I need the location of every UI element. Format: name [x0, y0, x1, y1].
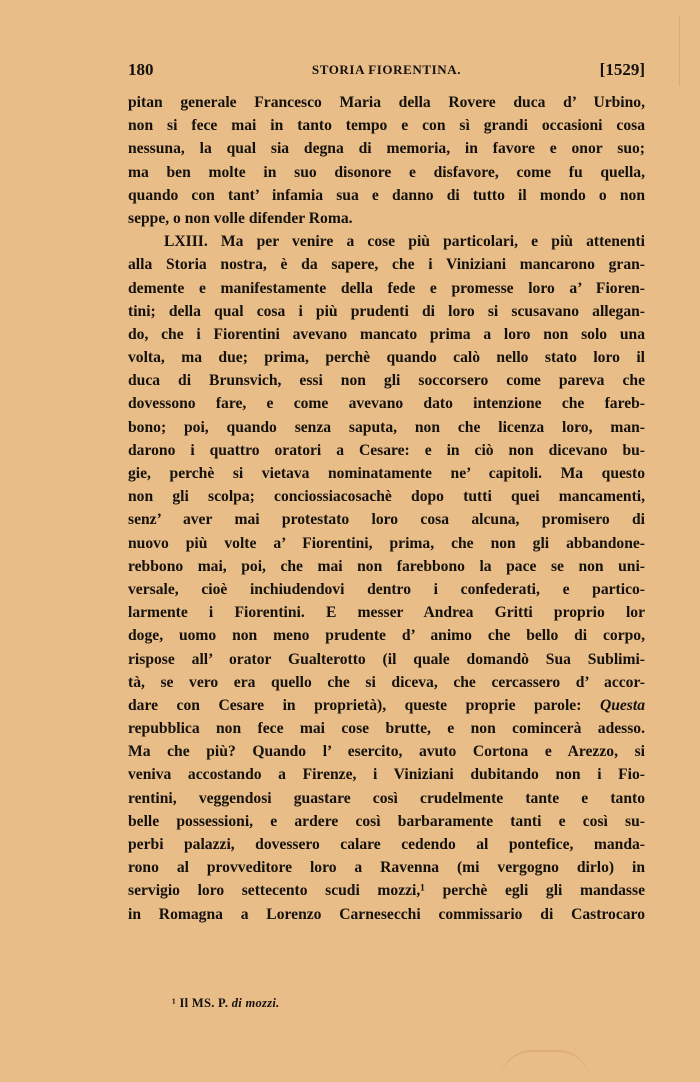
text-line: seppe, o non volle difender Roma.	[128, 209, 353, 227]
scan-edge-line	[679, 16, 680, 86]
text-line: darono i quattro oratori a Cesare: e in ciò non dicevano bu-	[128, 441, 645, 459]
text-segment: servigio loro settecento scudi mozzi,	[128, 882, 421, 900]
page-number: 180	[128, 60, 154, 79]
text-line: perbi palazzi, dovessero calare cedendo al pontefice, manda-	[128, 836, 645, 853]
footnote	[172, 996, 280, 1011]
text-segment: dare con Cesare in proprietà), queste proprie parole:	[128, 696, 582, 714]
text-line: duca di Brunsvich, essi non gli soccorsero come pareva che	[128, 372, 645, 390]
italic-quote-line: repubblica non fece mai cose brutte, e non comincerà adesso.	[128, 720, 645, 738]
text-line: gie, perchè si vietava nominatamente ne’ capitoli. Ma questo	[128, 465, 645, 482]
footnote-text: Il MS. P.	[179, 996, 229, 1010]
running-header	[128, 60, 645, 84]
text-line: ma ben molte in suo disonore e disfavore, come fu quella,	[128, 163, 645, 181]
text-line-with-quote	[128, 694, 645, 717]
year-marker: [1529]	[599, 60, 645, 79]
text-line: pitan generale Francesco Maria della Rovere duca d’ Urbino,	[128, 94, 645, 111]
italic-quote: Questa	[599, 696, 645, 714]
text-line: quando con tant’ infamia sua e danno di tutto il mondo o non	[128, 186, 645, 204]
text-line: bono; poi, quando senza saputa, non che licenza loro, man-	[128, 418, 645, 436]
text-line: rentini, veggendosi guastare così crudelmente tante e tanto	[128, 789, 645, 807]
scan-artifact	[500, 1050, 590, 1082]
text-line: non gli scolpa; conciossiacosachè dopo tutti quei mancamenti,	[128, 488, 645, 506]
text-line: rispose all’ orator Gualterotto (il quale domandò Sua Sublimi-	[128, 650, 645, 668]
footnote-marker: ¹	[172, 996, 177, 1010]
text-line: belle possessioni, e ardere così barbaramente tanti e così su-	[128, 812, 645, 830]
text-line-with-footnote-ref	[128, 879, 645, 902]
text-line: doge, uomo non meno prudente d’ animo che bello di corpo,	[128, 627, 645, 645]
body-text	[128, 91, 645, 926]
text-line: rebbono mai, poi, che mai non farebbono la pace se non uni-	[128, 557, 645, 575]
running-title: STORIA FIORENTINA.	[311, 62, 462, 77]
text-line: do, che i Fiorentini avevano mancato prima a loro non solo una	[128, 325, 645, 343]
text-line: in Romagna a Lorenzo Carnesecchi commissario di Castrocaro	[128, 905, 645, 923]
footnote-reference: ¹	[420, 882, 425, 900]
text-line: dovessono fare, e come avevano dato intenzione che fareb-	[128, 395, 645, 413]
text-line: nessuna, la qual sia degna di memoria, in favore e onor suo;	[128, 140, 645, 158]
text-line: demente e manifestamente della fede e promesse loro a’ Fioren-	[128, 279, 645, 297]
text-line: non si fece mai in tanto tempo e con sì grandi occasioni cosa	[128, 117, 645, 135]
text-line: Ma che più? Quando l’ esercito, avuto Cortona e Arezzo, si	[128, 743, 645, 761]
text-line: alla Storia nostra, è da sapere, che i Viniziani mancarono gran-	[128, 256, 645, 274]
text-line: volta, ma due; prima, perchè quando calò nello stato loro il	[128, 349, 645, 367]
text-line: tà, se vero era quello che si diceva, che cercassero d’ accor-	[128, 673, 645, 691]
text-line: larmente i Fiorentini. E messer Andrea Gritti proprio lor	[128, 604, 645, 622]
text-line: tini; della qual cosa i più prudenti di loro si scusavano allegan-	[128, 302, 645, 320]
text-line: rono al provveditore loro a Ravenna (mi vergogno dirlo) in	[128, 859, 645, 877]
paragraph-start-line: LXIII. Ma per venire a cose più particolari, e più attenenti	[164, 233, 645, 251]
text-segment: perchè egli gli mandasse	[424, 882, 645, 900]
text-line: veniva accostando a Firenze, i Viniziani dubitando non i Fio-	[128, 766, 645, 784]
text-line: nuovo più volte a’ Fiorentini, prima, che non gli abbandone-	[128, 534, 645, 552]
footnote-italic-text: di mozzi.	[231, 996, 280, 1010]
text-line: versale, cioè inchiudendovi dentro i confederati, e partico-	[128, 580, 645, 598]
text-line: senz’ aver mai protestato loro cosa alcuna, promisero di	[128, 511, 645, 529]
